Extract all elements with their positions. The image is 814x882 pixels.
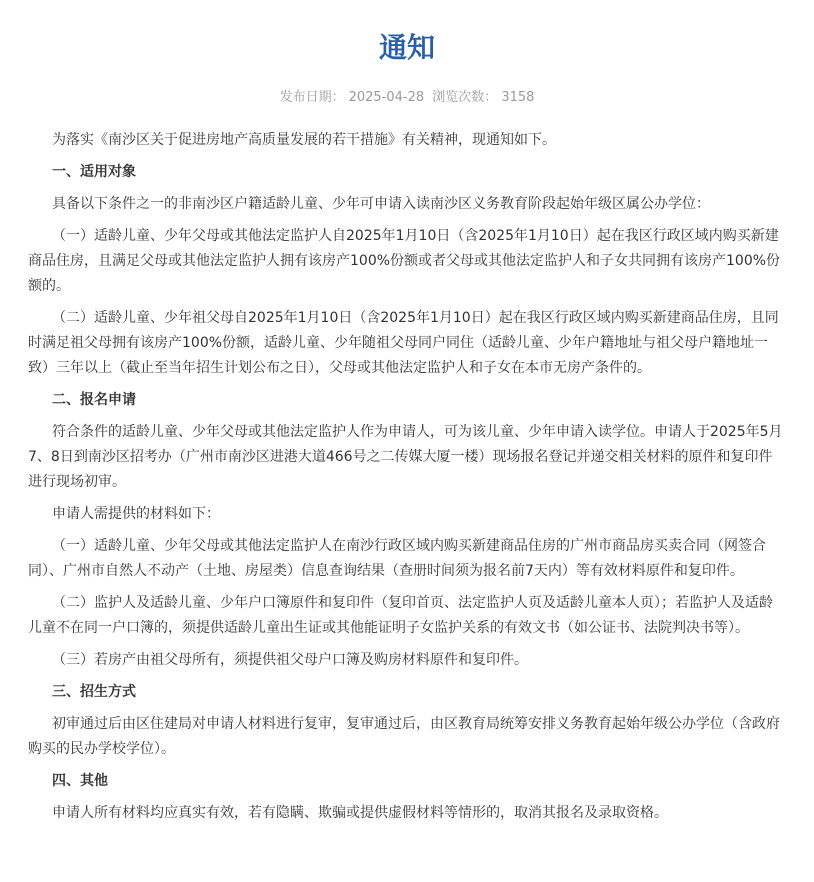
paragraph: （一）适龄儿童、少年父母或其他法定监护人在南沙行政区域内购买新建商品住房的广州市商品房买卖合同（网签合同）、广州市自然人不动产（土地、房屋类）信息查询结果（查册时间须为报名前7天内）等有效材料原件和复印件。 xyxy=(28,538,766,579)
paragraph: 申请人需提供的材料如下： xyxy=(52,506,220,522)
paragraph: 初审通过后由区住建局对申请人材料进行复审，复审通过后，由区教育局统筹安排义务教育起始年级公办学位（含政府购买的民办学校学位）。 xyxy=(28,716,780,757)
intro-paragraph: 为落实《南沙区关于促进房地产高质量发展的若干措施》有关精神，现通知如下。 xyxy=(52,132,556,148)
view-count: 3158 xyxy=(501,90,535,105)
publish-date-label: 发布日期： xyxy=(279,90,345,105)
paragraph: （三）若房产由祖父母所有，须提供祖父母户口簿及购房材料原件和复印件。 xyxy=(52,652,528,668)
paragraph: 申请人所有材料均应真实有效，若有隐瞒、欺骗或提供虚假材料等情形的，取消其报名及录取资格。 xyxy=(52,805,668,821)
section-heading-other: 四、其他 xyxy=(52,773,108,789)
section-heading-eligibility: 一、适用对象 xyxy=(52,164,136,180)
paragraph: 具备以下条件之一的非南沙区户籍适龄儿童、少年可申请入读南沙区义务教育阶段起始年级区属公办学位： xyxy=(52,196,710,212)
publish-date: 2025-04-28 xyxy=(348,90,425,105)
paragraph: （二）适龄儿童、少年祖父母自2025年1月10日（含2025年1月10日）起在我区行政区域内购买新建商品住房，且同时满足祖父母拥有该房产100%份额，适龄儿童、少年随祖父母同户同住（适龄儿童、少年户籍地址与祖父母户籍地址一致）三年以上（截止至当年招生计划公布之日），父母或其他法定监护人和子女在本市无房产条件的。 xyxy=(28,310,779,376)
article-body xyxy=(28,128,784,833)
view-count-label: 浏览次数： xyxy=(432,90,498,105)
article-meta xyxy=(0,89,814,107)
paragraph: （一）适龄儿童、少年父母或其他法定监护人自2025年1月10日（含2025年1月10日）起在我区行政区域内购买新建商品住房，且满足父母或其他法定监护人拥有该房产100%份额或者父母或其他法定监护人和子女共同拥有该房产100%份额的。 xyxy=(28,228,781,294)
page-title: 通知 xyxy=(378,31,435,64)
paragraph: 符合条件的适龄儿童、少年父母或其他法定监护人作为申请人，可为该儿童、少年申请入读学位。申请人于2025年5月7、8日到南沙区招考办（广州市南沙区进港大道466号之二传媒大厦一楼）现场报名登记并递交相关材料的原件和复印件进行现场初审。 xyxy=(28,424,783,490)
section-heading-application: 二、报名申请 xyxy=(52,392,136,408)
paragraph: （二）监护人及适龄儿童、少年户口簿原件和复印件（复印首页、法定监护人页及适龄儿童本人页）；若监护人及适龄儿童不在同一户口簿的，须提供适龄儿童出生证或其他能证明子女监护关系的有效文书（如公证书、法院判决书等）。 xyxy=(28,595,773,636)
section-heading-enrollment: 三、招生方式 xyxy=(52,684,136,700)
